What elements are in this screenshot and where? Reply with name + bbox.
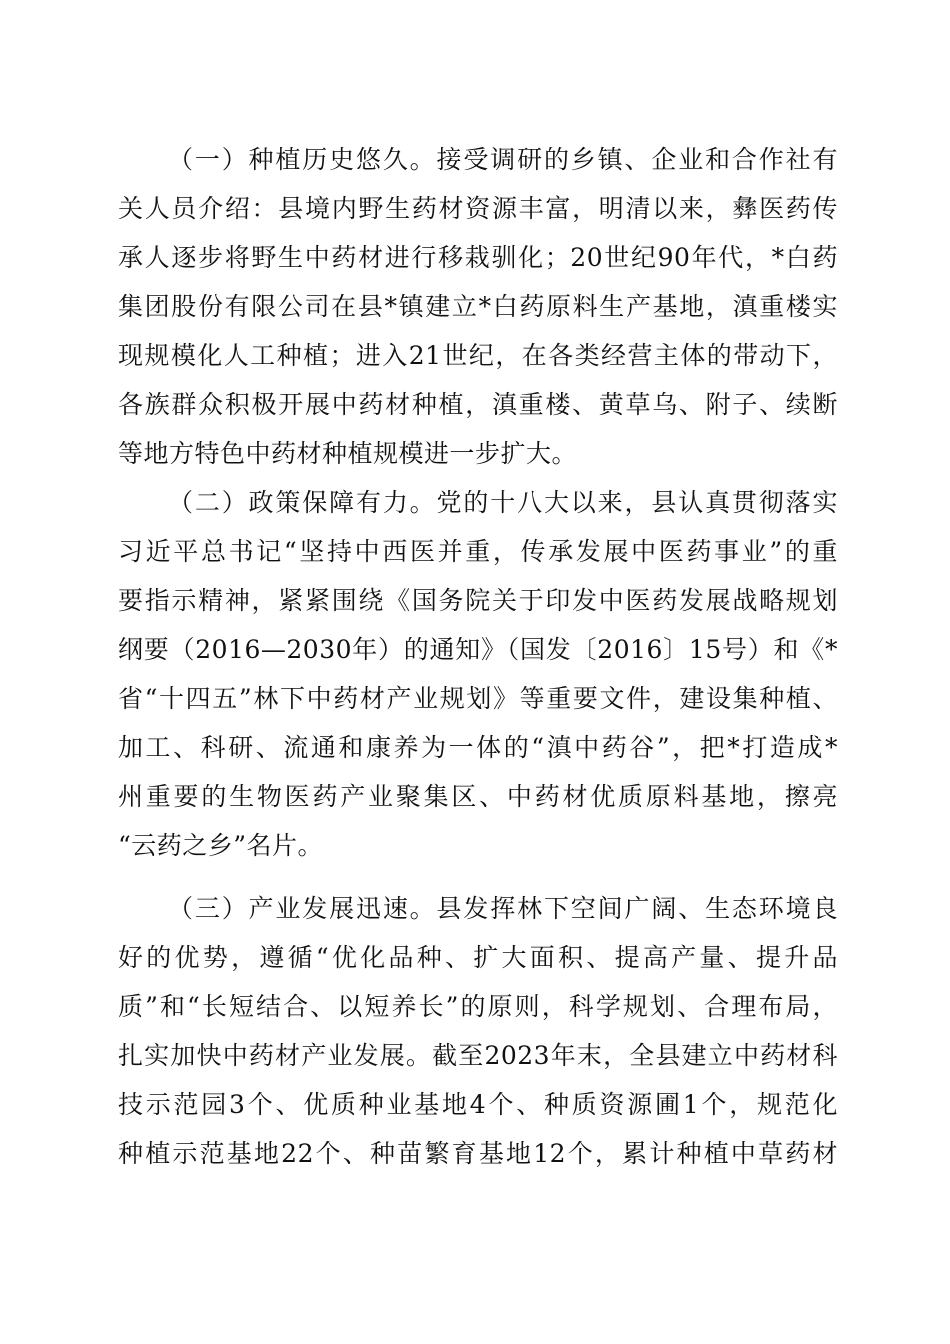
paragraph-1-line-6: 各族群众积极开展中药材种植，滇重楼、黄草乌、附子、续断: [118, 390, 838, 419]
paragraph-2-line-3: 要指示精神，紧紧围绕《国务院关于印发中医药发展战略规划: [118, 586, 838, 615]
paragraph-2-line-5: 省“十四五”林下中药材产业规划》等重要文件，建设集种植、: [118, 684, 838, 713]
paragraph-3-line-6: 种植示范基地22个、种苗繁育基地12个，累计种植中草药材: [118, 1139, 838, 1168]
paragraph-1-line-7: 等地方特色中药材种植规模进一步扩大。: [118, 439, 578, 468]
paragraph-2-line-7: 州重要的生物医药产业聚集区、中药材优质原料基地，擦亮: [118, 782, 838, 811]
paragraph-2-line-6: 加工、科研、流通和康养为一体的“滇中药谷”，把*打造成*: [118, 733, 838, 762]
paragraph-1-line-5: 现规模化人工种植；进入21世纪，在各类经营主体的带动下，: [118, 341, 838, 370]
paragraph-3-line-3: 质”和“长短结合、以短养长”的原则，科学规划、合理布局，: [118, 992, 838, 1021]
paragraph-1-line-3: 承人逐步将野生中药材进行移栽驯化；20世纪90年代，*白药: [118, 243, 838, 272]
paragraph-1-line-2: 关人员介绍：县境内野生药材资源丰富，明清以来，彝医药传: [118, 194, 838, 223]
paragraph-2-line-2: 习近平总书记“坚持中西医并重，传承发展中医药事业”的重: [118, 537, 838, 566]
paragraph-1-line-1: （一）种植历史悠久。接受调研的乡镇、企业和合作社有: [168, 145, 838, 174]
paragraph-2-line-1: （二）政策保障有力。党的十八大以来，县认真贯彻落实: [168, 488, 838, 517]
paragraph-2-line-4: 纲要（2016—2030年）的通知》（国发〔2016〕15号）和《*: [118, 635, 838, 664]
paragraph-3-line-2: 好的优势，遵循“优化品种、扩大面积、提高产量、提升品: [118, 943, 838, 972]
paragraph-3-line-1: （三）产业发展迅速。县发挥林下空间广阔、生态环境良: [168, 894, 838, 923]
paragraph-3-line-5: 技示范园3个、优质种业基地4个、种质资源圃1个，规范化: [118, 1090, 838, 1119]
paragraph-2-line-8: “云药之乡”名片。: [118, 831, 324, 860]
paragraph-1-line-4: 集团股份有限公司在县*镇建立*白药原料生产基地，滇重楼实: [118, 292, 838, 321]
paragraph-3-line-4: 扎实加快中药材产业发展。截至2023年末，全县建立中药材科: [118, 1041, 838, 1070]
